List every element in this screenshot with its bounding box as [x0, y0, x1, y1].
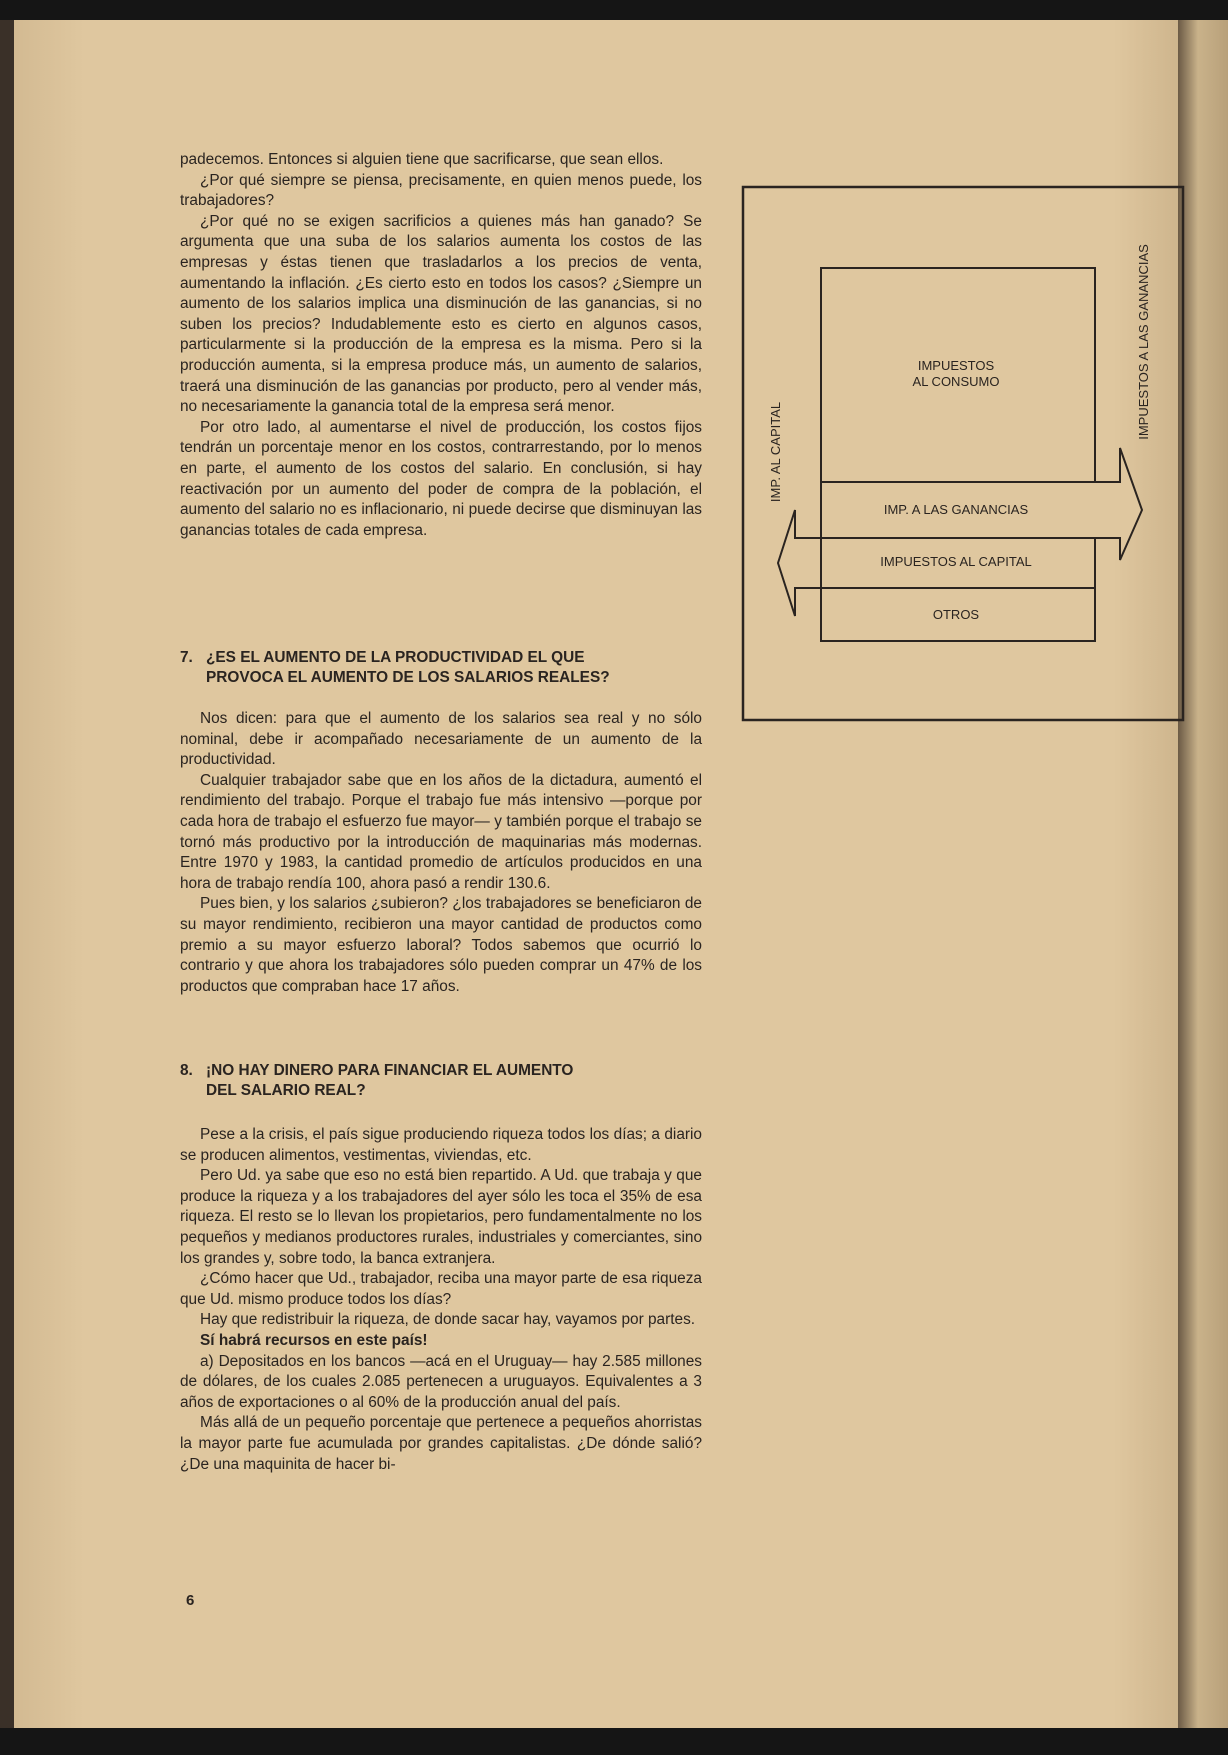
paragraph: a) Depositados en los bancos —acá en el Uruguay— hay 2.585 millones de dólares, de los cuales 2.085 pertenecen a uruguayos. Equivalentes a 3 años de exportaciones o al 60% de la producción anual del país.	[180, 1352, 702, 1411]
consumo-label: IMPUESTOS	[917, 358, 995, 373]
paragraph: Pero Ud. ya sabe que eso no está bien repartido. A Ud. que trabaja y que produce la riqueza y a los trabajadores del ayer sólo les toca el 35% de esa riqueza. El resto se lo llevan los propietarios, pero fundamentalmente no los pequeños y medianos productores rurales, industriales y comerciantes, sino los grandes y, sobre todo, la banca extranjera.	[180, 1167, 702, 1267]
paragraph: padecemos. Entonces si alguien tiene que sacrificarse, que sean ellos.	[180, 151, 664, 168]
ganancias-label: IMP. A LAS GANANCIAS	[883, 502, 1029, 517]
heading-line: ¡NO HAY DINERO PARA FINANCIAR EL AUMENTO	[206, 1062, 574, 1079]
paragraph: ¿Por qué no se exigen sacrificios a quienes más han ganado? Se argumenta que una suba de los salarios aumenta los costos de las empresas y éstas tienen que trasladarlos a los precios de venta, aumentando la inflación. ¿Es cierto esto en todos los casos? ¿Siempre un aumento de los salarios implica una disminución de las ganancias, si no suben los precios? Indudablemente esto es cierto en algunos casos, particularmente si la producción de la empresa es la misma. Pero si la producción aumenta, si la empresa produce más, un aumento de salarios, traerá una disminución de las ganancias por producto, pero al vender más, no necesariamente la ganancia total de la empresa será menor.	[180, 212, 702, 416]
paragraph: Hay que redistribuir la riqueza, de donde sacar hay, vayamos por partes.	[200, 1311, 696, 1329]
paragraph: Pese a la crisis, el país sigue produciendo riqueza todos los días; a diario se producen alimentos, vestimentas, viviendas, etc.	[180, 1126, 702, 1164]
paragraph: ¿Por qué siempre se piensa, precisamente, en quien menos puede, los trabajadores?	[180, 171, 702, 210]
heading-line: PROVOCA EL AUMENTO DE LOS SALARIOS REALES?	[206, 669, 610, 686]
left-vertical-label: IMP. AL CAPITAL	[768, 401, 783, 503]
paragraph: Nos dicen: para que el aumento de los salarios sea real y no sólo nominal, debe ir acompañado necesariamente de un aumento de la productividad.	[180, 710, 702, 769]
section-number: 8.	[180, 1062, 193, 1079]
otros-label: OTROS	[932, 607, 980, 622]
paragraph: Por otro lado, al aumentarse el nivel de producción, los costos fijos tendrán un porcentaje menor en los costos, contrarrestando, por lo menos en parte, el aumento de los costos del salario. En conclusión, si hay reactivación por un aumento del poder de compra de la población, el aumento del salario no es inflacionario, ni puede decirse que disminuyan las ganancias totales de cada empresa.	[180, 418, 702, 539]
right-vertical-label: IMPUESTOS A LAS GANANCIAS	[1136, 244, 1151, 440]
paragraph: Cualquier trabajador sabe que en los años de la dictadura, aumentó el rendimiento del trabajo. Porque el trabajo fue más intensivo —porque por cada hora de trabajo el esfuerzo fue mayor— y también porque el trabajo se tornó más productivo por la introducción de maquinarias más modernas. Entre 1970 y 1983, la cantidad promedio de artículos producidos en una hora de trabajo rendía 100, ahora pasó a rendir 130.6.	[180, 771, 702, 892]
paragraph: Más allá de un pequeño porcentaje que pertenece a pequeños ahorristas la mayor parte fue acumulada por grandes capitalistas. ¿De dónde salió? ¿De una maquinita de hacer bi-	[180, 1414, 702, 1473]
heading-line: DEL SALARIO REAL?	[206, 1082, 366, 1099]
paragraph: Pues bien, y los salarios ¿subieron? ¿los trabajadores se beneficiaron de su mayor rendimiento, recibieron una mayor cantidad de productos como premio a su mayor esfuerzo laboral? Todos sabemos que ocurrió lo contrario y que ahora los trabajadores sólo pueden comprar un 47% de los productos que compraban hace 17 años.	[180, 895, 702, 995]
capital-label: IMPUESTOS AL CAPITAL	[880, 554, 1032, 569]
page-number: 6	[186, 1592, 195, 1609]
consumo-label: AL CONSUMO	[912, 374, 1000, 389]
paragraph: Sí habrá recursos en este país!	[200, 1331, 428, 1349]
paragraph: ¿Cómo hacer que Ud., trabajador, reciba una mayor parte de esa riqueza que Ud. mismo produce todos los días?	[180, 1270, 702, 1308]
section-number: 7.	[180, 649, 193, 666]
heading-line: ¿ES EL AUMENTO DE LA PRODUCTIVIDAD EL QUE	[206, 649, 585, 666]
